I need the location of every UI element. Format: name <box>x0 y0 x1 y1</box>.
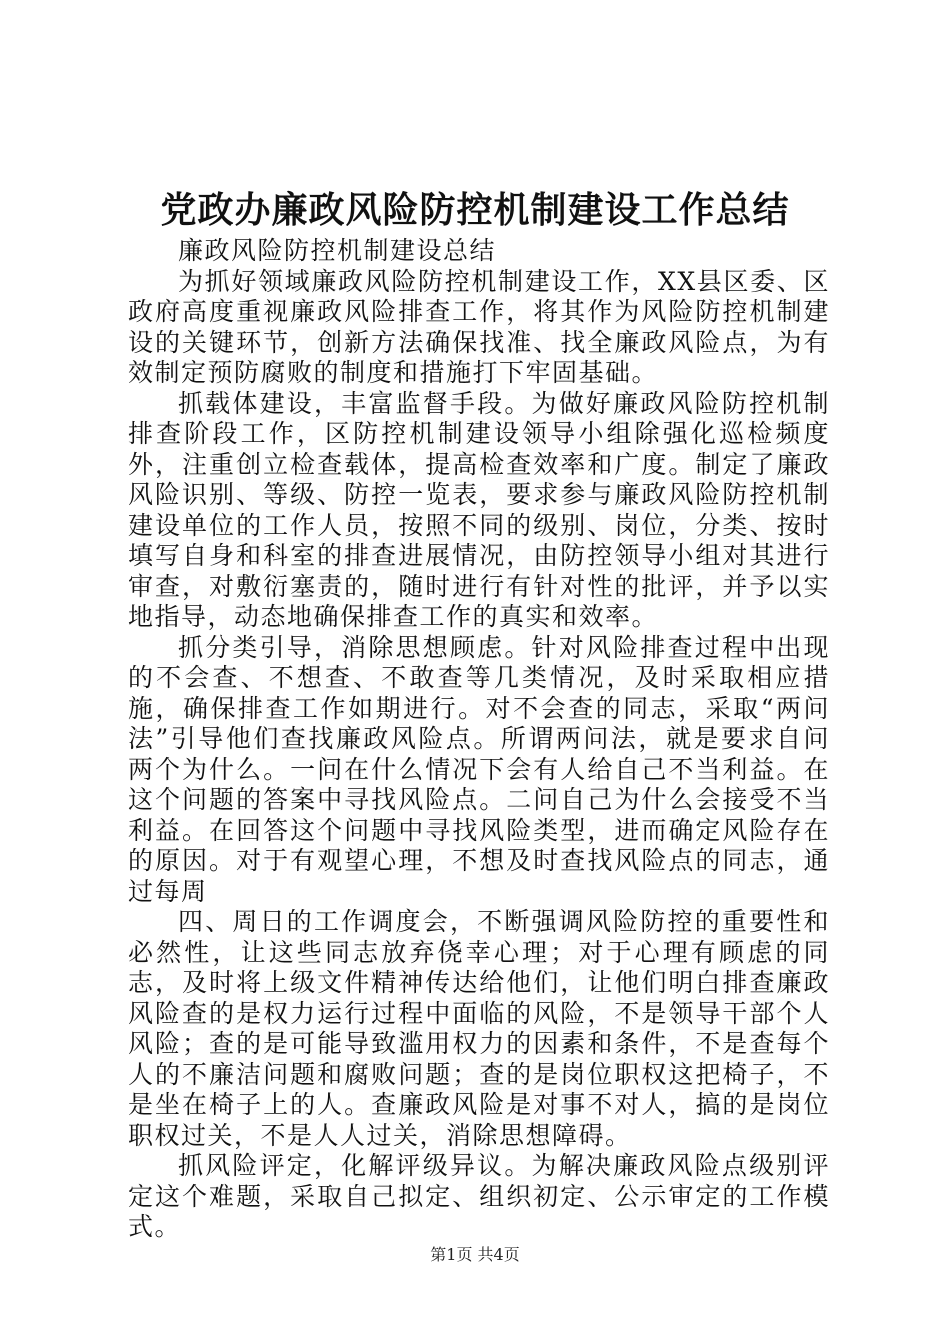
paragraph-classified-guidance: 抓分类引导，消除思想顾虑。针对风险排查过程中出现的不会查、不想查、不敢查等几类情况，及时采取相应措施，确保排查工作如期进行。对不会查的同志，采取“两问法”引导他们查找廉政风险点。所谓两问法，就是要求自问两个为什么。一问在什么情况下会有人给自己不当利益。在这个问题的答案中寻找风险点。二问自己为什么会接受不当利益。在回答这个问题中寻找风险类型，进而确定风险存在的原因。对于有观望心理，不想及时查找风险点的同志，通过每周 <box>128 632 830 906</box>
paragraph-subtitle: 廉政风险防控机制建设总结 <box>178 236 497 265</box>
paragraph-carrier-building: 抓载体建设，丰富监督手段。为做好廉政风险防控机制排查阶段工作，区防控机制建设领导小组除强化巡检频度外，注重创立检查载体，提高检查效率和广度。制定了廉政风险识别、等级、防控一览表，要求参与廉政风险防控机制建设单位的工作人员，按照不同的级别、岗位，分类、按时填写自身和科室的排查进展情况，由防控领导小组对其进行审查，对敷衍塞责的，随时进行有针对性的批评，并予以实地指导，动态地确保排查工作的真实和效率。 <box>128 388 830 631</box>
page-number-footer: 第1页 共4页 <box>430 1245 520 1264</box>
document-body <box>128 236 830 1243</box>
paragraph-intro: 为抓好领域廉政风险防控机制建设工作，XX县区委、区政府高度重视廉政风险排查工作，将其作为风险防控机制建设的关键环节，创新方法确保找准、找全廉政风险点，为有效制定预防腐败的制度和措施打下牢固基础。 <box>128 266 830 387</box>
paragraph-risk-assessment: 抓风险评定，化解评级异议。为解决廉政风险点级别评定这个难题，采取自己拟定、组织初定、公示审定的工作模式。 <box>128 1151 830 1241</box>
document-title: 党政办廉政风险防控机制建设工作总结 <box>160 189 790 231</box>
paragraph-weekly-meeting: 四、周日的工作调度会，不断强调风险防控的重要性和必然性，让这些同志放弃侥幸心理；对于心理有顾虑的同志，及时将上级文件精神传达给他们，让他们明白排查廉政风险查的是权力运行过程中面临的风险，不是领导干部个人风险；查的是可能导致滥用权力的因素和条件，不是查每个人的不廉洁问题和腐败问题；查的是岗位职权这把椅子，不是坐在椅子上的人。查廉政风险是对事不对人，搞的是岗位职权过关，不是人人过关，消除思想障碍。 <box>128 907 830 1150</box>
